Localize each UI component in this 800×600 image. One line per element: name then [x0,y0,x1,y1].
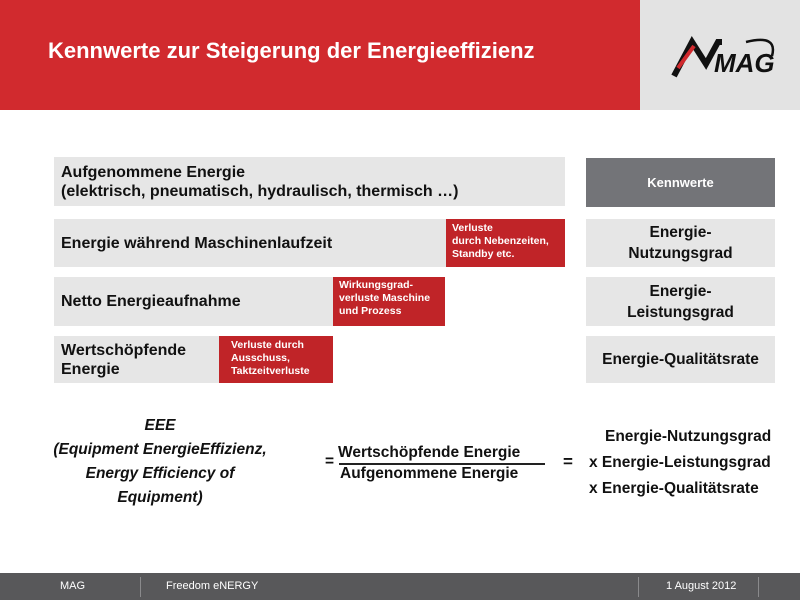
mag-logo [648,20,788,90]
eee-line: (Equipment EnergieEffizienz, [53,441,267,458]
loss-label-line: durch Nebenzeiten, [452,235,549,247]
equals-sign: = [563,452,573,471]
header-banner [0,0,640,110]
loss-box-nebenzeiten [446,219,565,267]
bar-label-line: Energie während Maschinenlaufzeit [61,235,333,252]
kennwert-label-line: Nutzungsgrad [628,245,733,262]
kennwert-label-line: Energie- [649,282,712,300]
footer-divider [638,577,639,597]
kennwerte-header [586,158,775,207]
kennwert-label-line: Energie- [649,224,712,241]
loss-box-ausschuss [219,336,333,383]
loss-label-line: verluste Maschine [339,292,431,304]
fraction-numerator: Wertschöpfende Energie [338,444,521,461]
kennwert-nutzungsgrad [586,219,775,267]
footer-divider [758,577,759,597]
loss-label-line: Standby etc. [452,248,515,260]
kennwert-label-line: Leistungsgrad [627,303,734,321]
equals-sign: = [325,453,335,470]
bar-label-line: Wertschöpfende [61,342,187,359]
eee-line: Equipment) [117,489,203,506]
loss-box-wirkungsgrad [333,277,445,326]
kennwert-qualitaetsrate [586,336,775,383]
loss-label-line: Verluste [452,222,493,234]
loss-label-line: Verluste durch [231,339,304,351]
loss-label-line: Ausschuss, [231,352,290,364]
fraction-denominator: Aufgenommene Energie [340,465,519,482]
footer-bar [0,573,800,600]
eee-definition [20,414,300,510]
footer-date: 1 August 2012 [666,580,737,592]
logo-text: MAG [714,48,775,78]
eee-line: Energy Efficiency of [85,465,235,482]
result-line: Energie-Nutzungsgrad [605,428,772,445]
loss-label-line: Taktzeitverluste [231,365,310,377]
result-line: x Energie-Qualitätsrate [589,480,759,497]
bar-label-line: Aufgenommene Energie [61,164,246,181]
loss-label-line: und Prozess [339,305,402,317]
footer-company: MAG [60,580,86,592]
footer-divider [140,577,141,597]
eee-line: EEE [144,417,176,434]
bar-label-line: Netto Energieaufnahme [61,293,241,310]
logo-area [640,0,800,110]
kennwert-leistungsgrad [586,277,775,326]
page-title: Kennwerte zur Steigerung der Energieeffizienz [48,38,535,63]
bar-label-line: Energie [61,361,120,378]
footer-product: Freedom eNERGY [166,580,259,592]
kennwerte-header-label: Kennwerte [647,175,714,190]
result-line: x Energie-Leistungsgrad [589,454,771,471]
loss-label-line: Wirkungsgrad- [339,279,413,291]
bar-aufgenommene-energie [54,157,565,206]
bar-label-line: (elektrisch, pneumatisch, hydraulisch, thermisch …) [61,183,459,200]
kennwert-label-line: Energie-Qualitätsrate [602,351,759,368]
